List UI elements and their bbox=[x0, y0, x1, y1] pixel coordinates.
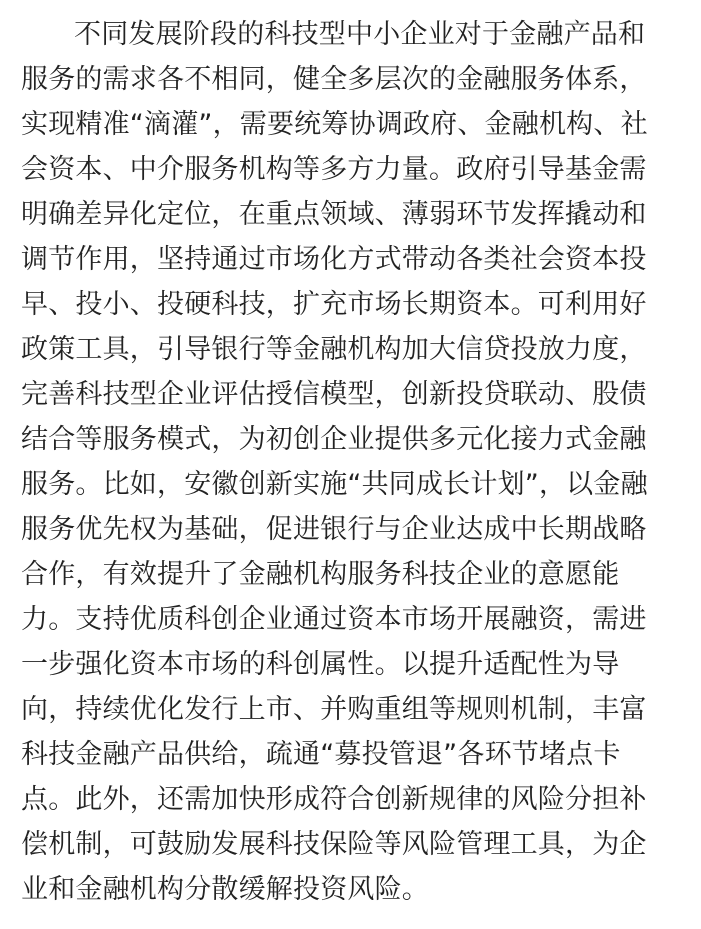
paragraph-line: 一步强化资本市场的科创属性。以提升适配性为导 bbox=[21, 649, 620, 680]
paragraph-line: 明确差异化定位，在重点领域、薄弱环节发挥撬动和 bbox=[21, 199, 647, 230]
paragraph-line: 结合等服务模式，为初创企业提供多元化接力式金融 bbox=[21, 424, 647, 455]
paragraph-line: 服务。比如，安徽创新实施“共同成长计划”，以金融 bbox=[21, 469, 648, 500]
paragraph-line: 科技金融产品供给，疏通“募投管退”各环节堵点卡 bbox=[21, 739, 621, 770]
paragraph-line: 服务的需求各不相同，健全多层次的金融服务体系， bbox=[21, 64, 647, 95]
paragraph-line: 点。此外，还需加快形成符合创新规律的风险分担补 bbox=[21, 784, 647, 815]
paragraph-line: 力。支持优质科创企业通过资本市场开展融资，需进 bbox=[21, 604, 647, 635]
paragraph-line: 调节作用，坚持通过市场化方式带动各类社会资本投 bbox=[21, 244, 647, 275]
paragraph-line: 早、投小、投硬科技，扩充市场长期资本。可利用好 bbox=[21, 289, 647, 320]
paragraph-line: 完善科技型企业评估授信模型，创新投贷联动、股债 bbox=[21, 379, 647, 410]
paragraph-line: 服务优先权为基础，促进银行与企业达成中长期战略 bbox=[21, 514, 647, 545]
paragraph-line: 政策工具，引导银行等金融机构加大信贷投放力度， bbox=[21, 334, 647, 365]
paragraph-line: 向，持续优化发行上市、并购重组等规则机制，丰富 bbox=[21, 694, 647, 725]
paragraph-line: 合作，有效提升了金融机构服务科技企业的意愿能 bbox=[21, 559, 620, 590]
paragraph-line: 不同发展阶段的科技型中小企业对于金融产品和 bbox=[74, 19, 646, 50]
paragraph-line: 会资本、中介服务机构等多方力量。政府引导基金需 bbox=[21, 154, 647, 185]
paragraph-line: 实现精准“滴灌”，需要统筹协调政府、金融机构、社 bbox=[21, 109, 648, 140]
paragraph-line: 偿机制，可鼓励发展科技保险等风险管理工具，为企 bbox=[21, 829, 647, 860]
paragraph-line: 业和金融机构分散缓解投资风险。 bbox=[21, 874, 429, 905]
